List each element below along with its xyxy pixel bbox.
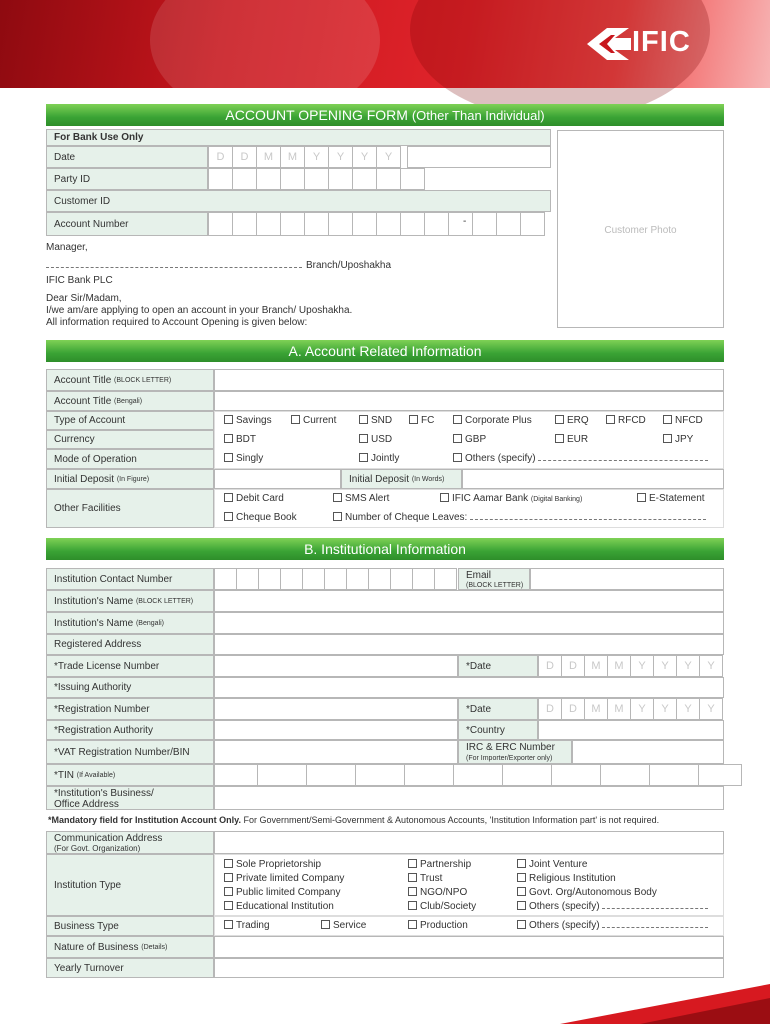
other-facilities-label: Other Facilities bbox=[46, 489, 214, 528]
account-number-cell[interactable] bbox=[496, 212, 521, 236]
business-addr-line2: Office Address bbox=[54, 799, 119, 810]
type-rfcd[interactable]: RFCD bbox=[606, 415, 646, 426]
party-id-cell[interactable] bbox=[376, 168, 401, 190]
account-number-cell[interactable] bbox=[424, 212, 449, 236]
inst-others[interactable]: Others (specify) bbox=[517, 901, 708, 912]
date-cell[interactable]: D bbox=[208, 146, 233, 168]
inst-ngo[interactable]: NGO/NPO bbox=[408, 887, 467, 898]
date-cell[interactable]: Y bbox=[352, 146, 377, 168]
mode-singly[interactable]: Singly bbox=[224, 453, 263, 464]
party-id-cell[interactable] bbox=[256, 168, 281, 190]
party-id-label: Party ID bbox=[46, 168, 208, 190]
init-words-text: Initial Deposit bbox=[349, 473, 410, 485]
irc-text: IRC & ERC Number bbox=[466, 742, 555, 753]
email-sub: (BLOCK LETTER) bbox=[466, 582, 524, 589]
inst-partnership[interactable]: Partnership bbox=[408, 859, 471, 870]
mode-jointly[interactable]: Jointly bbox=[359, 453, 399, 464]
initial-deposit-words-input[interactable] bbox=[462, 469, 724, 489]
letter-greeting: Dear Sir/Madam, bbox=[46, 293, 122, 304]
comm-sub: (For Govt. Organization) bbox=[54, 844, 141, 853]
facility-cheque-book[interactable]: Cheque Book bbox=[224, 512, 297, 523]
nature-sub: (Details) bbox=[141, 943, 168, 951]
institution-type-label: Institution Type bbox=[46, 854, 214, 916]
account-title-bn-input[interactable] bbox=[214, 391, 724, 411]
registration-date-cell[interactable]: D bbox=[561, 698, 585, 720]
party-id-cell[interactable] bbox=[400, 168, 425, 190]
institution-name-bn-label bbox=[46, 612, 214, 634]
institution-name-label bbox=[46, 590, 214, 612]
tin-cell[interactable] bbox=[649, 764, 699, 786]
inst-public-limited[interactable]: Public limited Company bbox=[224, 887, 341, 898]
party-id-cell[interactable] bbox=[232, 168, 257, 190]
nature-text: Nature of Business bbox=[54, 941, 139, 953]
tin-cell[interactable] bbox=[214, 764, 258, 786]
registration-date-label: *Date bbox=[458, 698, 538, 720]
customer-id-label: Customer ID bbox=[46, 190, 551, 212]
registration-date-cell[interactable]: Y bbox=[699, 698, 723, 720]
initial-deposit-figure-label bbox=[46, 469, 214, 489]
contact-number-cell[interactable] bbox=[280, 568, 303, 590]
contact-number-cell[interactable] bbox=[214, 568, 237, 590]
tin-cell[interactable] bbox=[698, 764, 742, 786]
trade-license-input[interactable] bbox=[214, 655, 458, 677]
tin-cell[interactable] bbox=[551, 764, 601, 786]
account-number-cell[interactable] bbox=[376, 212, 401, 236]
footer-decoration bbox=[0, 984, 770, 1024]
account-number-cell[interactable] bbox=[280, 212, 305, 236]
contact-number-cell[interactable] bbox=[346, 568, 369, 590]
date-cell[interactable]: D bbox=[232, 146, 257, 168]
tin-cell[interactable] bbox=[257, 764, 307, 786]
issuing-authority-input[interactable] bbox=[214, 677, 724, 698]
account-number-cell[interactable] bbox=[352, 212, 377, 236]
trade-date-cell[interactable]: Y bbox=[653, 655, 677, 677]
account-title-input[interactable] bbox=[214, 369, 724, 391]
registered-address-label: Registered Address bbox=[46, 634, 214, 655]
inst-religious[interactable]: Religious Institution bbox=[517, 873, 616, 884]
contact-number-cell[interactable] bbox=[324, 568, 347, 590]
account-number-cell[interactable] bbox=[520, 212, 545, 236]
currency-gbp[interactable]: GBP bbox=[453, 434, 486, 445]
vat-label: *VAT Registration Number/BIN bbox=[46, 740, 214, 764]
facility-e-statement[interactable]: E-Statement bbox=[637, 493, 705, 504]
account-title-label bbox=[46, 369, 214, 391]
currency-jpy[interactable]: JPY bbox=[663, 434, 693, 445]
trade-date-cell[interactable]: M bbox=[607, 655, 631, 677]
institution-name-input[interactable] bbox=[214, 590, 724, 612]
trade-date-cell[interactable]: Y bbox=[676, 655, 700, 677]
email-label bbox=[458, 568, 530, 590]
trade-date-cell[interactable]: D bbox=[538, 655, 562, 677]
type-nfcd[interactable]: NFCD bbox=[663, 415, 703, 426]
business-others[interactable]: Others (specify) bbox=[517, 920, 708, 931]
registration-date-cell[interactable]: M bbox=[607, 698, 631, 720]
section-b-title: B. Institutional Information bbox=[304, 541, 466, 557]
logo-text: IFIC bbox=[632, 26, 691, 58]
form-subtitle: (Other Than Individual) bbox=[411, 108, 545, 123]
mode-others[interactable]: Others (specify) bbox=[453, 453, 708, 464]
letter-branch: Branch/Uposhakha bbox=[306, 260, 392, 271]
inst-educational[interactable]: Educational Institution bbox=[224, 901, 334, 912]
tin-label bbox=[46, 764, 214, 786]
trade-license-label: *Trade License Number bbox=[46, 655, 214, 677]
business-service[interactable]: Service bbox=[321, 920, 366, 931]
inst-trust[interactable]: Trust bbox=[408, 873, 442, 884]
business-type-label: Business Type bbox=[46, 916, 214, 936]
inst-joint-venture[interactable]: Joint Venture bbox=[517, 859, 587, 870]
yearly-turnover-input[interactable] bbox=[214, 958, 724, 978]
date-cell[interactable]: M bbox=[256, 146, 281, 168]
account-title-text: Account Title bbox=[54, 374, 112, 386]
registration-number-input[interactable] bbox=[214, 698, 458, 720]
party-id-cell[interactable] bbox=[280, 168, 305, 190]
account-number-cell[interactable] bbox=[400, 212, 425, 236]
account-dash: - bbox=[463, 216, 467, 227]
yearly-turnover-label: Yearly Turnover bbox=[46, 958, 214, 978]
facility-cheque-leaves[interactable]: Number of Cheque Leaves: bbox=[333, 512, 706, 523]
initial-deposit-words-label bbox=[341, 469, 462, 489]
contact-number-cell[interactable] bbox=[390, 568, 413, 590]
party-id-cell[interactable] bbox=[208, 168, 233, 190]
mandatory-note bbox=[48, 815, 659, 825]
type-snd[interactable]: SND bbox=[359, 415, 392, 426]
section-b-bar bbox=[46, 538, 724, 560]
inst-name-bn-sub: (Bengali) bbox=[135, 619, 164, 627]
account-title-bn-text: Account Title bbox=[54, 395, 112, 407]
in-figure-note: (In Figure) bbox=[116, 475, 150, 483]
tin-cell[interactable] bbox=[502, 764, 552, 786]
type-erq[interactable]: ERQ bbox=[555, 415, 589, 426]
mandatory-bold: *Mandatory field for Institution Account Only. bbox=[48, 815, 241, 825]
type-fc[interactable]: FC bbox=[409, 415, 434, 426]
type-of-account-label: Type of Account bbox=[46, 411, 214, 430]
country-input[interactable] bbox=[538, 720, 724, 740]
trade-date-label: *Date bbox=[458, 655, 538, 677]
account-title-bn-label bbox=[46, 391, 214, 411]
customer-photo-label: Customer Photo bbox=[604, 225, 677, 236]
inst-name-text: Institution's Name bbox=[54, 595, 134, 607]
facility-ific-aamar-bank[interactable]: IFIC Aamar Bank (Digital Banking) bbox=[440, 493, 582, 504]
letter-line2: All information required to Account Opening is given below: bbox=[46, 317, 308, 328]
registration-date-cell[interactable]: M bbox=[584, 698, 608, 720]
section-a-title: A. Account Related Information bbox=[288, 343, 482, 359]
contact-number-cell[interactable] bbox=[236, 568, 259, 590]
irc-erc-label bbox=[458, 740, 572, 764]
bengali-note: (Bengali) bbox=[114, 397, 143, 405]
trade-date-cell[interactable]: Y bbox=[630, 655, 654, 677]
inst-name-bn-text: Institution's Name bbox=[54, 617, 134, 629]
facility-sms-alert[interactable]: SMS Alert bbox=[333, 493, 389, 504]
communication-address-input[interactable] bbox=[214, 831, 724, 854]
email-input[interactable] bbox=[530, 568, 724, 590]
inst-govt-org[interactable]: Govt. Org/Autonomous Body bbox=[517, 887, 657, 898]
business-address-input[interactable] bbox=[214, 786, 724, 810]
letter-bank: IFIC Bank PLC bbox=[46, 275, 113, 286]
account-number-cell[interactable] bbox=[448, 212, 473, 236]
customer-photo-box[interactable] bbox=[557, 130, 724, 328]
account-number-cell[interactable] bbox=[328, 212, 353, 236]
email-text: Email bbox=[466, 570, 492, 581]
digital-banking-note: (Digital Banking) bbox=[530, 496, 583, 503]
contact-number-cell[interactable] bbox=[302, 568, 325, 590]
header-banner bbox=[0, 0, 770, 88]
irc-erc-input[interactable] bbox=[572, 740, 724, 764]
registration-authority-label: *Registration Authority bbox=[46, 720, 214, 740]
date-cell[interactable]: Y bbox=[376, 146, 401, 168]
registration-date-cell[interactable]: Y bbox=[630, 698, 654, 720]
trade-date-cell[interactable]: M bbox=[584, 655, 608, 677]
trade-date-cell[interactable]: Y bbox=[699, 655, 723, 677]
account-number-cell[interactable] bbox=[304, 212, 329, 236]
account-number-label: Account Number bbox=[46, 212, 208, 236]
branch-input-line[interactable] bbox=[46, 267, 302, 268]
tin-cell[interactable] bbox=[355, 764, 405, 786]
trade-date-cell[interactable]: D bbox=[561, 655, 585, 677]
registration-authority-input[interactable] bbox=[214, 720, 458, 740]
tin-cell[interactable] bbox=[453, 764, 503, 786]
registration-date-cell[interactable]: D bbox=[538, 698, 562, 720]
currency-usd[interactable]: USD bbox=[359, 434, 392, 445]
business-address-label bbox=[46, 786, 214, 810]
institution-name-bn-input[interactable] bbox=[214, 612, 724, 634]
in-words-note: (In Words) bbox=[411, 475, 445, 483]
contact-number-cell[interactable] bbox=[412, 568, 435, 590]
nature-of-business-label bbox=[46, 936, 214, 958]
date-label: Date bbox=[46, 146, 208, 168]
party-id-cell[interactable] bbox=[352, 168, 377, 190]
date-cell[interactable]: Y bbox=[304, 146, 329, 168]
date-remaining[interactable] bbox=[407, 146, 551, 168]
account-number-cell[interactable] bbox=[472, 212, 497, 236]
communication-address-label bbox=[46, 831, 214, 854]
account-number-cell[interactable] bbox=[208, 212, 233, 236]
type-corporate-plus[interactable]: Corporate Plus bbox=[453, 415, 532, 426]
currency-label: Currency bbox=[46, 430, 214, 449]
comm-text: Communication Address bbox=[54, 833, 163, 844]
tin-text: *TIN bbox=[54, 769, 74, 781]
section-a-bar bbox=[46, 340, 724, 362]
form-title: ACCOUNT OPENING FORM bbox=[225, 107, 408, 123]
letter-manager: Manager, bbox=[46, 242, 88, 253]
tin-cell[interactable] bbox=[306, 764, 356, 786]
contact-number-label: Institution Contact Number bbox=[46, 568, 214, 590]
issuing-authority-label: *Issuing Authority bbox=[46, 677, 214, 698]
party-id-cell[interactable] bbox=[328, 168, 353, 190]
bank-use-heading: For Bank Use Only bbox=[46, 129, 551, 146]
registration-date-cell[interactable]: Y bbox=[676, 698, 700, 720]
init-fig-text: Initial Deposit bbox=[54, 473, 115, 485]
type-savings[interactable]: Savings bbox=[224, 415, 272, 426]
registered-address-input[interactable] bbox=[214, 634, 724, 655]
mode-of-operation-label: Mode of Operation bbox=[46, 449, 214, 469]
business-production[interactable]: Production bbox=[408, 920, 468, 931]
type-current[interactable]: Current bbox=[291, 415, 336, 426]
business-addr-line1: *Institution's Business/ bbox=[54, 788, 154, 799]
mandatory-rest: For Government/Semi-Government & Autonomous Accounts, 'Institution Information part' is not required. bbox=[241, 815, 660, 825]
account-number-cell[interactable] bbox=[232, 212, 257, 236]
currency-eur[interactable]: EUR bbox=[555, 434, 588, 445]
tin-cell[interactable] bbox=[600, 764, 650, 786]
account-number-cell[interactable] bbox=[256, 212, 281, 236]
contact-number-cell[interactable] bbox=[434, 568, 457, 590]
form-title-bar bbox=[46, 104, 724, 126]
vat-input[interactable] bbox=[214, 740, 458, 764]
inst-private-limited[interactable]: Private limited Company bbox=[224, 873, 344, 884]
tin-sub: (If Available) bbox=[76, 771, 116, 779]
inst-name-sub: (BLOCK LETTER) bbox=[135, 597, 194, 605]
contact-number-cell[interactable] bbox=[368, 568, 391, 590]
tin-cell[interactable] bbox=[404, 764, 454, 786]
date-cell[interactable]: Y bbox=[328, 146, 353, 168]
letter-line1: I/we am/are applying to open an account in your Branch/ Uposhakha. bbox=[46, 305, 353, 316]
country-label: *Country bbox=[458, 720, 538, 740]
facility-debit-card[interactable]: Debit Card bbox=[224, 493, 284, 504]
currency-bdt[interactable]: BDT bbox=[224, 434, 256, 445]
registration-date-cell[interactable]: Y bbox=[653, 698, 677, 720]
irc-sub: (For Importer/Exporter only) bbox=[466, 755, 553, 762]
party-id-cell[interactable] bbox=[304, 168, 329, 190]
registration-number-label: *Registration Number bbox=[46, 698, 214, 720]
inst-club[interactable]: Club/Society bbox=[408, 901, 476, 912]
business-trading[interactable]: Trading bbox=[224, 920, 270, 931]
nature-of-business-input[interactable] bbox=[214, 936, 724, 958]
inst-sole-proprietorship[interactable]: Sole Proprietorship bbox=[224, 859, 321, 870]
contact-number-cell[interactable] bbox=[258, 568, 281, 590]
block-letter-note: (BLOCK LETTER) bbox=[114, 376, 172, 384]
initial-deposit-figure-input[interactable] bbox=[214, 469, 341, 489]
date-cell[interactable]: M bbox=[280, 146, 305, 168]
